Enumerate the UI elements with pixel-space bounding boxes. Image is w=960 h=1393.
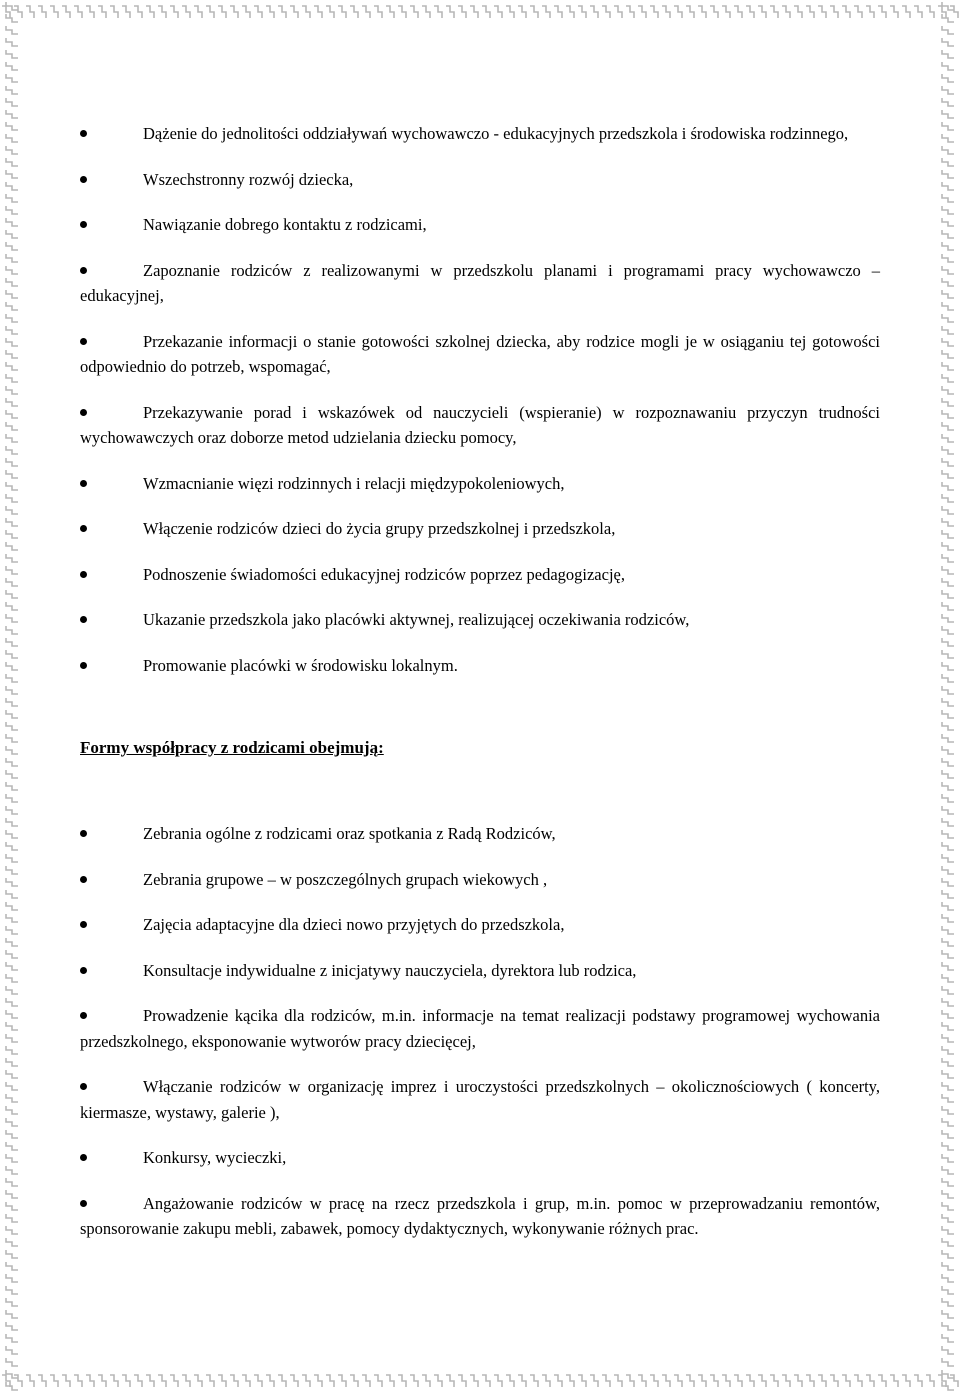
list-item-text: Dążenie do jednolitości oddziaływań wychowawczo - edukacyjnych przedszkola i środowiska rodzinnego, — [143, 124, 849, 143]
list-item — [80, 1074, 880, 1125]
list-item-text: Przekazanie informacji o stanie gotowości szkolnej dziecka, aby rodzice mogli je w osiąganiu tej gotowości odpowiednio do potrzeb, wspomagać, — [80, 331, 880, 376]
bullet-icon — [80, 176, 87, 183]
bullet-icon — [80, 571, 87, 578]
list-item — [80, 1145, 880, 1171]
list-item — [80, 400, 880, 451]
bullet-icon — [80, 221, 87, 228]
bullet-icon — [80, 267, 87, 274]
list-item — [80, 607, 880, 633]
list-item-text: Przekazywanie porad i wskazówek od nauczycieli (wspieranie) w rozpoznawaniu przyczyn trudności wychowawczych oraz doborze metod udzielania dziecku pomocy, — [80, 402, 880, 447]
list-item — [80, 1191, 880, 1242]
list-item — [80, 653, 880, 679]
list-item-text: Podnoszenie świadomości edukacyjnej rodziców poprzez pedagogizację, — [143, 564, 625, 584]
bullet-icon — [80, 967, 87, 974]
list-item — [80, 562, 880, 588]
bullet-icon — [80, 525, 87, 532]
document-page — [80, 121, 880, 1242]
decorative-border-right — [936, 0, 960, 1393]
bullet-icon — [80, 1083, 87, 1090]
bullet-icon — [80, 1154, 87, 1161]
list-item — [80, 471, 880, 497]
decorative-border-bottom — [0, 1369, 960, 1393]
list-item-text: Wszechstronny rozwój dziecka, — [143, 169, 354, 189]
list-item-text: Zapoznanie rodziców z realizowanymi w przedszkolu planami i programami pracy wychowawczo – edukacyjnej, — [80, 260, 880, 305]
cooperation-forms-list — [80, 821, 880, 1242]
bullet-icon — [80, 921, 87, 928]
decorative-border-left — [0, 0, 24, 1393]
list-item — [80, 258, 880, 309]
list-item — [80, 329, 880, 380]
bullet-icon — [80, 1012, 87, 1019]
list-item-text: Zajęcia adaptacyjne dla dzieci nowo przyjętych do przedszkola, — [143, 915, 565, 934]
bullet-icon — [80, 616, 87, 623]
list-item — [80, 821, 880, 847]
goals-list — [80, 121, 880, 678]
section-heading: Formy współpracy z rodzicami obejmują: — [80, 738, 384, 757]
list-item-text: Wzmacnianie więzi rodzinnych i relacji międzypokoleniowych, — [143, 473, 565, 493]
list-item-text: Konkursy, wycieczki, — [143, 1148, 287, 1167]
bullet-icon — [80, 130, 87, 137]
decorative-border-top — [0, 0, 960, 24]
list-item — [80, 167, 880, 193]
bullet-icon — [80, 830, 87, 837]
list-item-text: Promowanie placówki w środowisku lokalnym. — [143, 655, 458, 675]
bullet-icon — [80, 662, 87, 669]
list-item-text: Włączanie rodziców w organizację imprez i uroczystości przedszkolnych – okolicznościowych ( koncerty, kiermasze, wystawy, galerie ), — [80, 1077, 880, 1122]
list-item — [80, 912, 880, 938]
list-item-text: Zebrania grupowe – w poszczególnych grupach wiekowych , — [143, 869, 548, 889]
list-item-text: Nawiązanie dobrego kontaktu z rodzicami, — [143, 215, 427, 234]
bullet-icon — [80, 480, 87, 487]
list-item-text: Angażowanie rodziców w pracę na rzecz przedszkola i grup, m.in. pomoc w przeprowadzaniu remontów, sponsorowanie zakupu mebli, zabawek, pomocy dydaktycznych, wykonywanie różnych prac. — [80, 1193, 880, 1238]
list-item-text: Konsultacje indywidualne z inicjatywy nauczyciela, dyrektora lub rodzica, — [143, 960, 637, 980]
bullet-icon — [80, 876, 87, 883]
list-item — [80, 958, 880, 984]
list-item-text: Włączenie rodziców dzieci do życia grupy przedszkolnej i przedszkola, — [143, 519, 616, 538]
bullet-icon — [80, 409, 87, 416]
list-item-text: Ukazanie przedszkola jako placówki aktywnej, realizującej oczekiwania rodziców, — [143, 610, 690, 629]
list-item — [80, 212, 880, 238]
list-item — [80, 867, 880, 893]
list-item — [80, 1003, 880, 1054]
bullet-icon — [80, 1200, 87, 1207]
bullet-icon — [80, 338, 87, 345]
list-item-text: Zebrania ogólne z rodzicami oraz spotkania z Radą Rodziców, — [143, 824, 556, 843]
list-item — [80, 121, 880, 147]
list-item — [80, 516, 880, 542]
list-item-text: Prowadzenie kącika dla rodziców, m.in. informacje na temat realizacji podstawy programowej wychowania przedszkolnego, eksponowanie wytworów pracy dziecięcej, — [80, 1006, 880, 1051]
